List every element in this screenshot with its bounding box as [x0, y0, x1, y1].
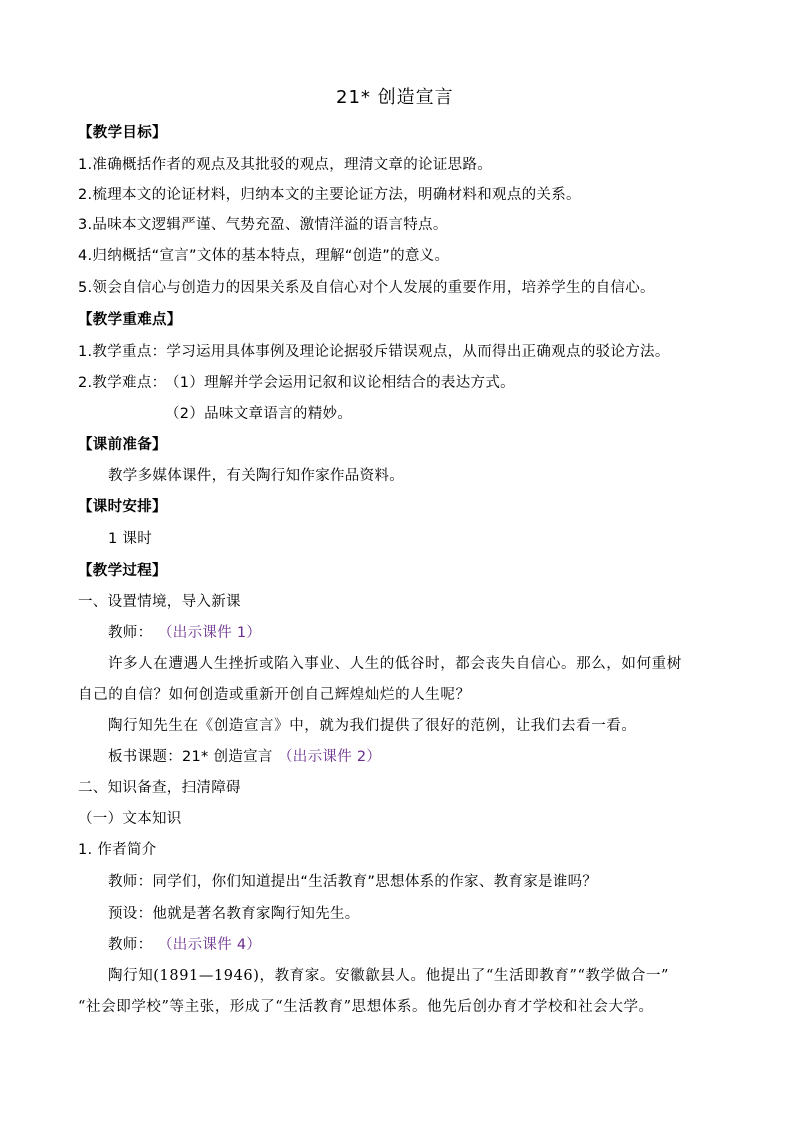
intro-paragraph: 许多人在遭遇人生挫折或陷入事业、人生的低谷时，都会丧失自信心。那么，如何重树 [108, 656, 682, 672]
goal-item: 1.准确概括作者的观点及其批驳的观点，理清文章的论证思路。 [78, 157, 493, 173]
key-difficulty-2: （2）品味文章语言的精妙。 [165, 406, 353, 422]
key-focus: 1.教学重点：学习运用具体事例及理论论据驳斥错误观点，从而得出正确观点的驳论方法。 [78, 344, 670, 360]
courseware-note: （出示课件 4） [158, 937, 262, 953]
key-difficulty-1: （1）理解并学会运用记叙和议论相结合的表达方式。 [165, 375, 515, 391]
key-difficulty-label: 2.教学难点： [78, 375, 167, 391]
process-heading: 【教学过程】 [78, 563, 167, 579]
goal-item: 5.领会自信心与创造力的因果关系及自信心对个人发展的重要作用，培养学生的自信心。 [78, 280, 655, 296]
key-points-heading: 【教学重难点】 [78, 312, 182, 328]
item-title: 1. 作者简介 [78, 842, 157, 858]
subsection-title: （一）文本知识 [78, 811, 182, 827]
board-title: 板书课题：21* 创造宣言 [108, 749, 273, 765]
goal-item: 2.梳理本文的论证材料，归纳本文的主要论证方法，明确材料和观点的关系。 [78, 187, 581, 203]
preset-answer: 预设：他就是著名教育家陶行知先生。 [108, 906, 360, 922]
prep-heading: 【课前准备】 [78, 437, 167, 453]
teacher-question: 教师：同学们，你们知道提出“生活教育”思想体系的作家、教育家是谁吗？ [108, 874, 598, 890]
schedule-heading: 【课时安排】 [78, 499, 167, 515]
courseware-note: （出示课件 2） [278, 749, 382, 765]
intro-paragraph: 陶行知先生在《创造宣言》中，就为我们提供了很好的范例，让我们去看一看。 [108, 718, 637, 734]
teacher-label: 教师： [108, 937, 153, 953]
schedule-text: 1 课时 [108, 531, 153, 547]
section2-title: 二、知识备查，扫清障碍 [78, 780, 241, 796]
goal-item: 3.品味本文逻辑严谨、气势充盈、激情洋溢的语言特点。 [78, 217, 448, 233]
bio-paragraph: 陶行知(1891—1946)，教育家。安徽歙县人。他提出了“生活即教育”“教学做合一” [108, 968, 670, 984]
intro-paragraph: 自己的自信？如何创造或重新开创自己辉煌灿烂的人生呢？ [78, 687, 471, 703]
document-title: 21* 创造宣言 [336, 87, 454, 108]
goals-heading: 【教学目标】 [78, 125, 167, 141]
teacher-label: 教师： [108, 625, 153, 641]
prep-text: 教学多媒体课件，有关陶行知作家作品资料。 [108, 468, 404, 484]
goal-item: 4.归纳概括“宣言”文体的基本特点，理解“创造”的意义。 [78, 248, 450, 264]
bio-paragraph: “社会即学校”等主张，形成了“生活教育”思想体系。他先后创办育才学校和社会大学。 [78, 999, 654, 1015]
section1-title: 一、设置情境，导入新课 [78, 594, 241, 610]
courseware-note: （出示课件 1） [158, 625, 262, 641]
